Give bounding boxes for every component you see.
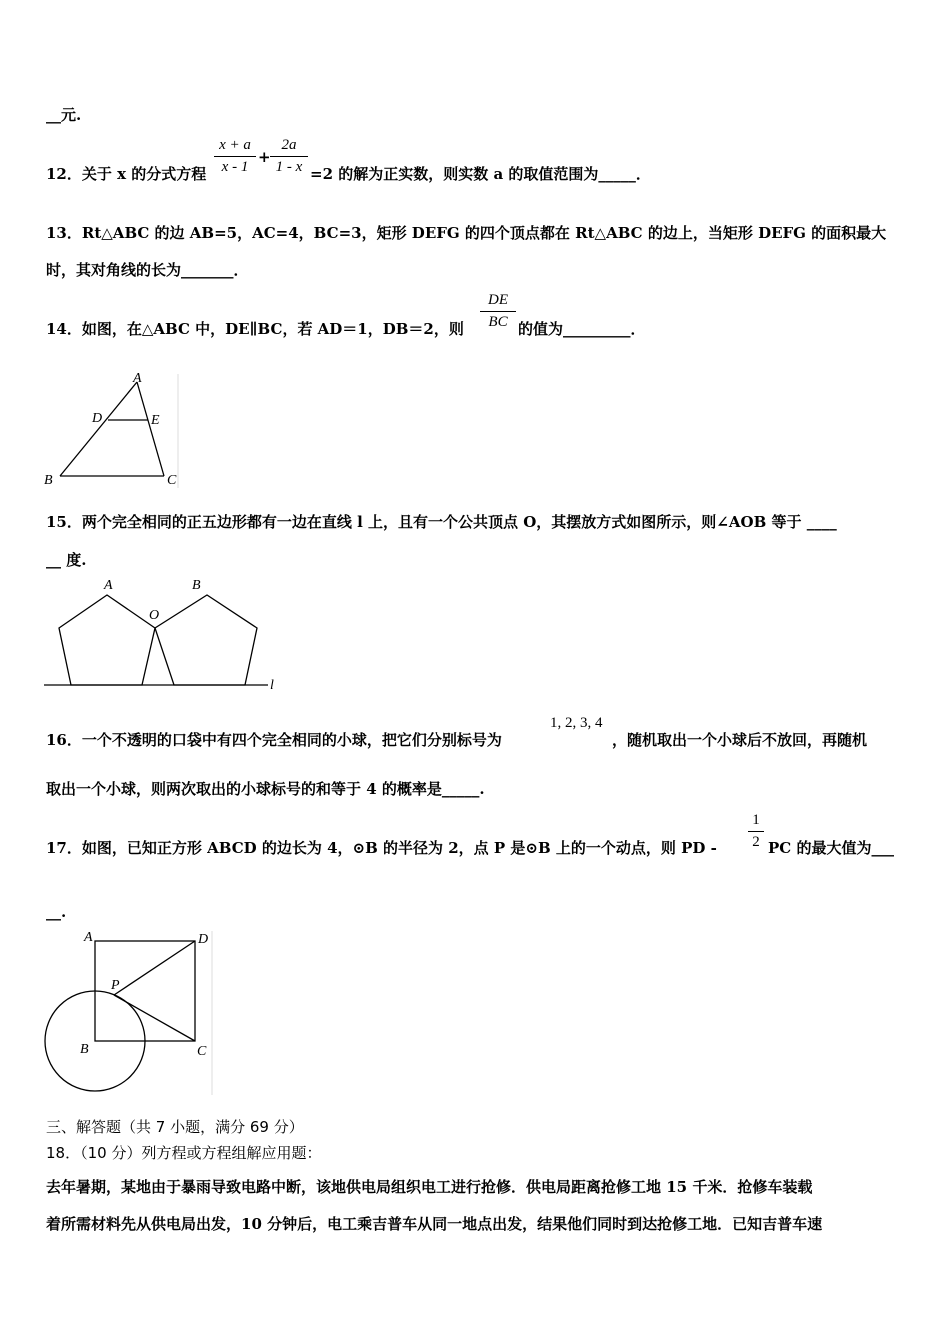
q12-plus: + (258, 148, 271, 166)
q15-pentagons-figure (40, 573, 290, 698)
q17-square-abcd (95, 941, 195, 1041)
q14-fraction (480, 292, 516, 331)
q14-label-c: C (167, 473, 177, 488)
q14-prefix: 14．如图，在△ABC 中，DE∥BC，若 AD＝1，DB＝2，则 (46, 320, 464, 338)
q18-title: 18．（10 分）列方程或方程组解应用题： (46, 1144, 322, 1162)
q15-line1: 15．两个完全相同的正五边形都有一边在直线 l 上，且有一个公共顶点 O，其摆放方式如图所示，则∠AOB 等于 ____ (46, 513, 837, 531)
q17-label-c: C (197, 1044, 207, 1059)
q18-line2: 着所需材料先从供电局出发，10 分钟后，电工乘吉普车从同一地点出发，结果他们同时到达抢修工地．已知吉普车速 (46, 1215, 823, 1233)
q12-frac1-numerator: x + a (219, 137, 251, 153)
q17-label-a: A (84, 930, 93, 945)
q17-prefix: 17．如图，已知正方形 ABCD 的边长为 4，⊙B 的半径为 2，点 P 是⊙B 上的一个动点，则 PD - (46, 839, 717, 857)
q17-suffix: PC 的最大值为___ (768, 839, 894, 857)
q14-label-e: E (151, 413, 160, 428)
q17-line2: __. (46, 903, 67, 921)
q12-suffix: =2 的解为正实数，则实数 a 的取值范围为_____． (310, 165, 651, 183)
q16-prefix: 16．一个不透明的口袋中有四个完全相同的小球，把它们分别标号为 (46, 731, 502, 749)
q15-label-a: A (104, 578, 113, 593)
q13-line1: 13．Rt△ABC 的边 AB=5，AC=4，BC=3，矩形 DEFG 的四个顶点都在 Rt△ABC 的边上，当矩形 DEFG 的面积最大 (46, 224, 887, 242)
q17-segment-pc (114, 995, 195, 1041)
q14-label-a: A (133, 371, 142, 386)
q17-label-b: B (80, 1042, 89, 1057)
section-3-heading: 三、解答题（共 7 小题，满分 69 分） (46, 1118, 304, 1136)
q14-frac-numerator: DE (488, 292, 508, 308)
q12-fraction-2 (270, 137, 308, 176)
q16-line2: 取出一个小球，则两次取出的小球标号的和等于 4 的概率是_____. (46, 780, 485, 798)
q14-side-ab (60, 382, 137, 476)
q12-fraction-1 (214, 137, 256, 176)
q12-frac1-denominator: x - 1 (221, 159, 249, 175)
q15-pentagon-left (59, 595, 155, 685)
q14-triangle-figure (40, 370, 190, 492)
q17-fraction (748, 812, 764, 851)
q15-label-l: l (270, 678, 274, 693)
q11-tail: __元. (46, 106, 82, 124)
q17-label-d: D (198, 932, 209, 947)
q14-frac-denominator: BC (488, 314, 508, 330)
q12-frac2-numerator: 2a (281, 137, 297, 153)
q17-label-p: P (111, 978, 120, 993)
q17-frac-numerator: 1 (752, 812, 760, 828)
q14-label-b: B (44, 473, 53, 488)
q16-suffix: ，随机取出一个小球后不放回，再随机 (612, 731, 868, 749)
q14-label-d: D (92, 411, 103, 426)
q12-prefix: 12．关于 x 的分式方程 (46, 165, 207, 183)
q15-label-b: B (192, 578, 201, 593)
q17-segment-pd (114, 941, 195, 995)
q15-pentagon-right (155, 595, 257, 685)
q16-numbers: 1, 2, 3, 4 (550, 715, 603, 731)
q14-side-ac (137, 382, 164, 476)
q14-suffix: 的值为_________． (518, 320, 646, 338)
q17-frac-denominator: 2 (752, 834, 760, 850)
q12-frac2-denominator: 1 - x (275, 159, 303, 175)
q13-line2: 时，其对角线的长为_______． (46, 261, 249, 279)
q15-label-o: O (149, 608, 160, 623)
q18-line1: 去年暑期，某地由于暴雨导致电路中断，该地供电局组织电工进行抢修．供电局距离抢修工地 15 千米．抢修车装载 (46, 1178, 813, 1196)
q17-square-circle-figure (40, 925, 220, 1100)
q15-line2: __ 度. (46, 551, 87, 569)
